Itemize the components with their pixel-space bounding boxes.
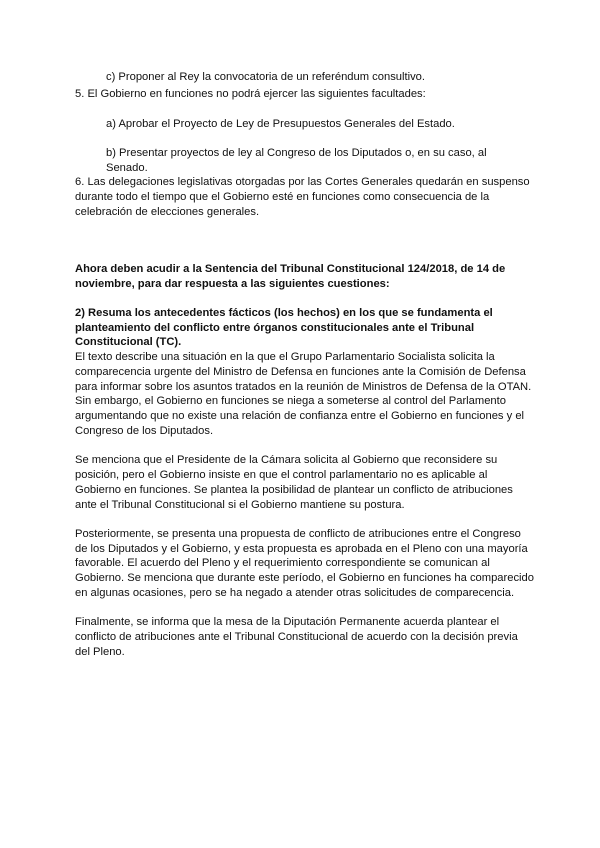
para-1-line-4: Sin embargo, el Gobierno en funciones se niega a someterse al control del Parlamento	[75, 395, 506, 407]
para-3-line-5: en algunas ocasiones, pero se ha negado a atender otras solicitudes de comparecencia.	[75, 587, 515, 599]
para-2-line-3: Gobierno en funciones. Se plantea la posibilidad de plantear un conflicto de atribuciones	[75, 484, 513, 496]
para-2-line-4: ante el Tribunal Constitucional si el Gobierno mantiene su postura.	[75, 499, 405, 511]
list-item-c: c) Proponer al Rey la convocatoria de un referéndum consultivo.	[106, 71, 426, 83]
para-3-line-2: de los Diputados y el Gobierno, y esta propuesta es aprobada en el Pleno con una mayoría	[75, 543, 528, 555]
para-2-line-2: posición, pero el Gobierno insiste en que el control parlamentario no es aplicable al	[75, 469, 488, 481]
para-1-line-1: El texto describe una situación en la que el Grupo Parlamentario Socialista solicita la	[75, 351, 495, 363]
para-3-line-4: Gobierno. Se menciona que durante este período, el Gobierno en funciones ha comparecido	[75, 572, 534, 584]
item-5b-line-1: b) Presentar proyectos de ley al Congreso de los Diputados o, en su caso, al	[106, 147, 487, 159]
para-3-line-3: favorable. El acuerdo del Pleno y el requerimiento correspondiente se comunican al	[75, 557, 490, 569]
para-1-line-6: Congreso de los Diputados.	[75, 425, 214, 437]
item-5: 5. El Gobierno en funciones no podrá ejercer las siguientes facultades:	[75, 88, 426, 100]
item-6-line-2: durante todo el tiempo que el Gobierno esté en funciones como consecuencia de la	[75, 191, 490, 203]
question-2-line-1: 2) Resuma los antecedentes fácticos (los hechos) en los que se fundamenta el	[75, 307, 493, 319]
para-4-line-2: conflicto de atribuciones ante el Tribunal Constitucional de acuerdo con la decisión previa	[75, 631, 518, 643]
para-1-line-3: para informar sobre los asuntos tratados en la reunión de Ministros de Defensa de la OTAN.	[75, 381, 532, 393]
question-2-line-3: Constitucional (TC).	[75, 336, 182, 348]
para-3-line-1: Posteriormente, se presenta una propuesta de conflicto de atribuciones entre el Congreso	[75, 528, 521, 540]
item-6-line-1: 6. Las delegaciones legislativas otorgadas por las Cortes Generales quedarán en suspenso	[75, 176, 530, 188]
item-5b-line-2: Senado.	[106, 162, 148, 174]
para-4-line-3: del Pleno.	[75, 646, 125, 658]
heading-line-2: noviembre, para dar respuesta a las siguientes cuestiones:	[75, 278, 390, 290]
item-5a: a) Aprobar el Proyecto de Ley de Presupuestos Generales del Estado.	[106, 118, 455, 130]
question-2-line-2: planteamiento del conflicto entre órganos constitucionales ante el Tribunal	[75, 322, 475, 334]
para-1-line-5: argumentando que no existe una relación de confianza entre el Gobierno en funciones y el	[75, 410, 525, 422]
para-4-line-1: Finalmente, se informa que la mesa de la Diputación Permanente acuerda plantear el	[75, 616, 500, 628]
heading-line-1: Ahora deben acudir a la Sentencia del Tribunal Constitucional 124/2018, de 14 de	[75, 263, 506, 275]
para-1-line-2: comparecencia urgente del Ministro de Defensa en funciones ante la Comisión de Defensa	[75, 366, 526, 378]
para-2-line-1: Se menciona que el Presidente de la Cámara solicita al Gobierno que reconsidere su	[75, 454, 498, 466]
item-6-line-3: celebración de elecciones generales.	[75, 206, 260, 218]
